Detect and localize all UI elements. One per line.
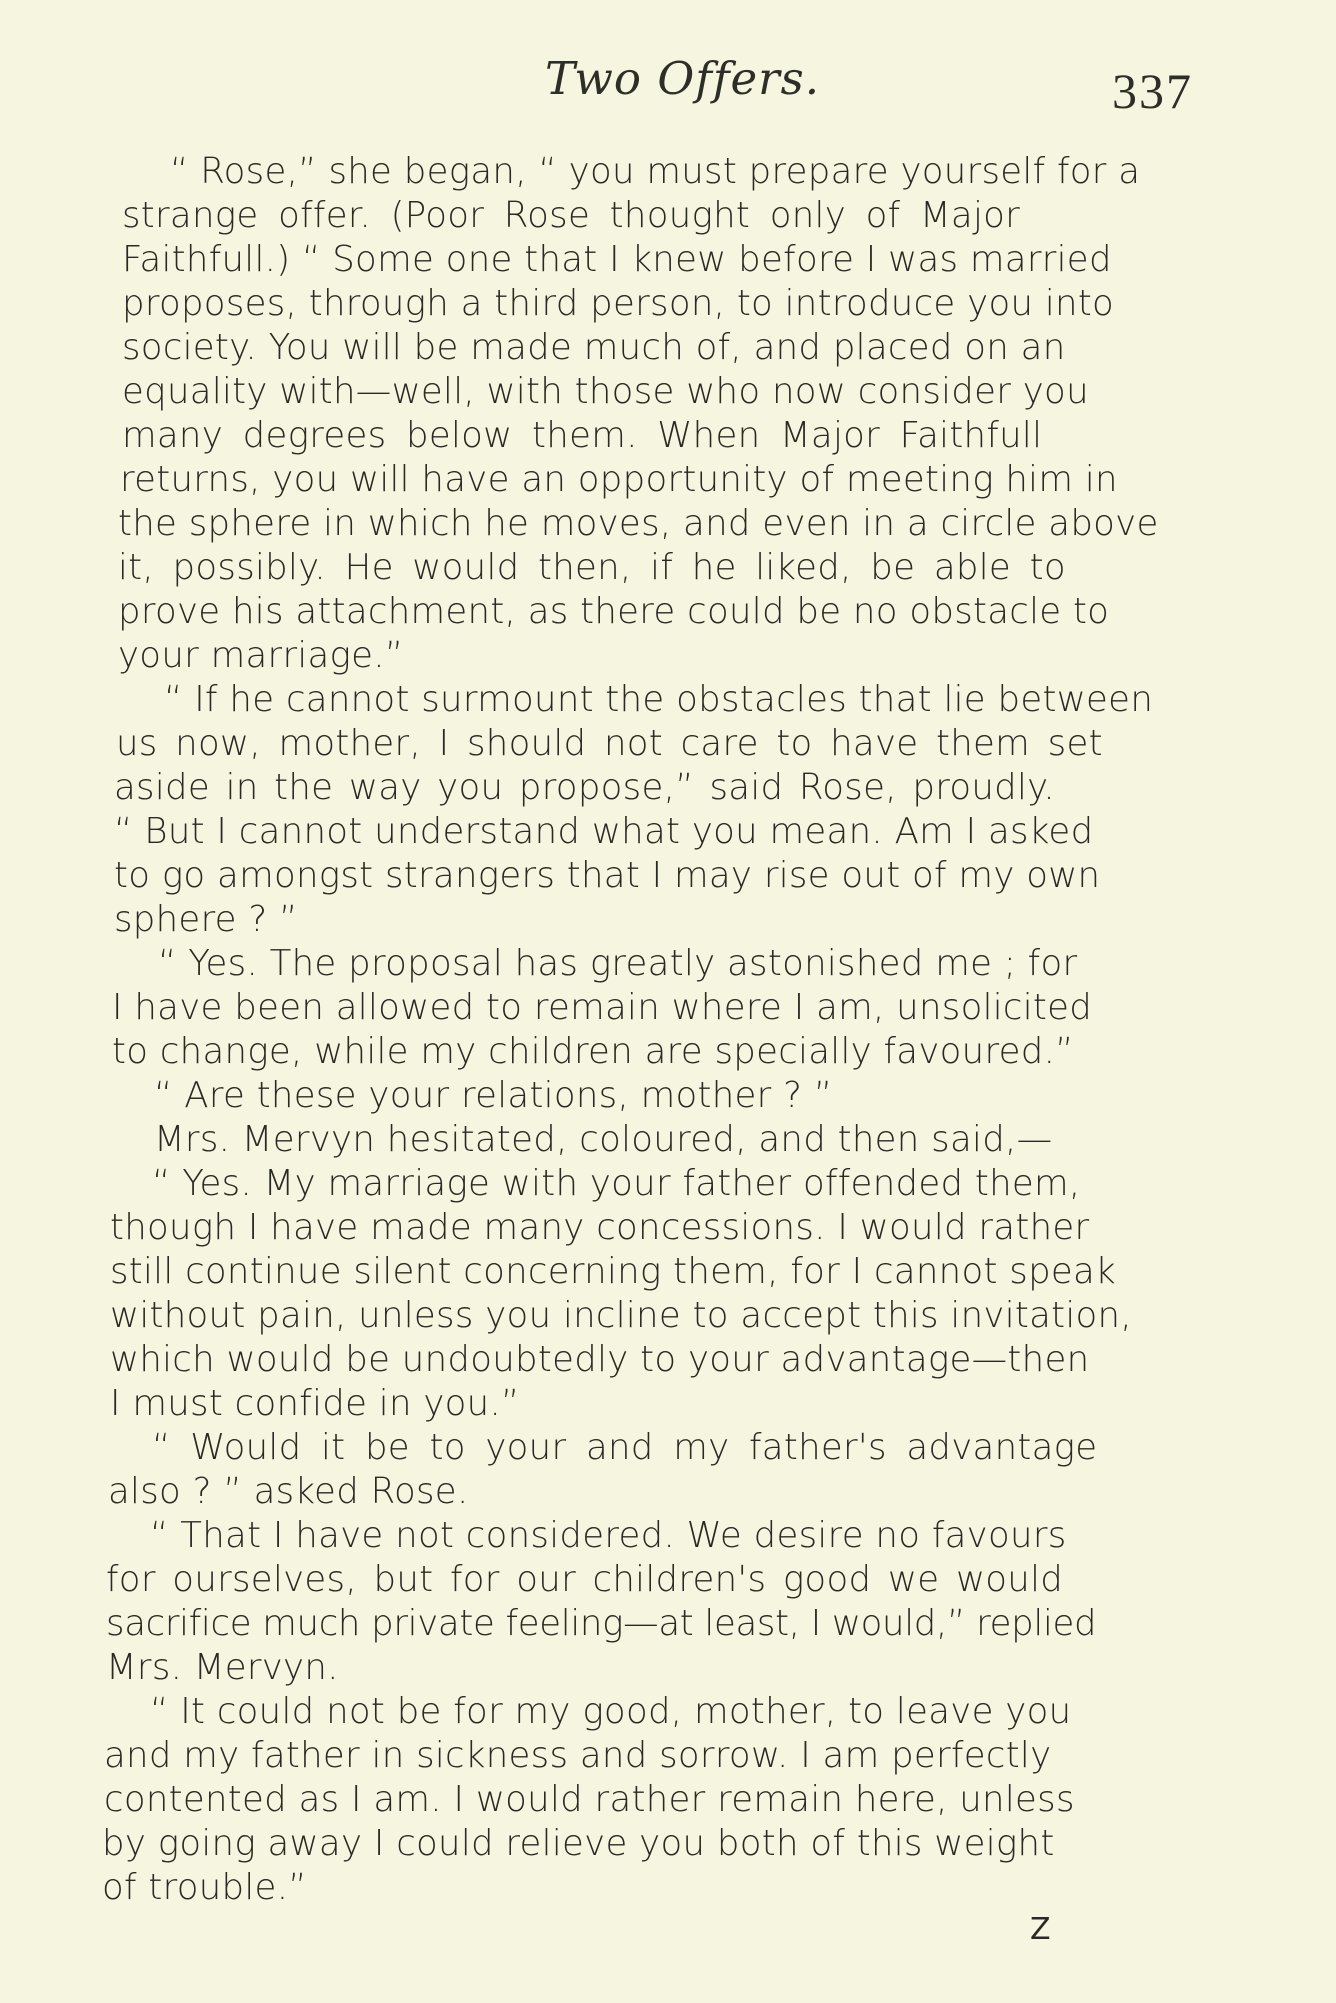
text-line: and my father in sickness and sorrow. I am perfectly	[104, 1735, 1052, 1776]
text-line: sphere ? ”	[114, 899, 298, 940]
text-line: I have been allowed to remain where I am, unsolicited	[112, 987, 1093, 1028]
text-line: Faithfull.) “ Some one that I knew before I was married	[122, 239, 1112, 280]
text-line: Mrs. Mervyn hesitated, coloured, and then said,—	[154, 1119, 1053, 1160]
text-line: your marriage.”	[118, 635, 404, 676]
text-line: of trouble.”	[102, 1867, 307, 1908]
text-line: “ Rose,” she began, “ you must prepare yourself for a	[170, 151, 1141, 192]
text-line: the sphere in which he moves, and even in a circle above	[118, 503, 1159, 544]
page-number: 337	[1112, 63, 1193, 119]
text-line: prove his attachment, as there could be no obstacle to	[118, 591, 1110, 632]
text-line: “ Yes. The proposal has greatly astonished me ; for	[158, 943, 1078, 984]
text-line: Mrs. Mervyn.	[106, 1647, 339, 1688]
text-line: without pain, unless you incline to accept this invitation,	[110, 1295, 1132, 1336]
text-line: for ourselves, but for our children's good we would	[106, 1559, 1064, 1600]
text-line: “ If he cannot surmount the obstacles that lie between	[164, 679, 1154, 720]
text-line: “ Yes. My marriage with your father offended them,	[152, 1163, 1081, 1204]
text-line: aside in the way you propose,” said Rose, proudly.	[114, 767, 1055, 808]
text-line: to change, while my children are specially favoured.”	[112, 1031, 1074, 1072]
running-title: Two Offers.	[545, 52, 821, 105]
text-line: sacrifice much private feeling—at least, I would,” replied	[106, 1603, 1097, 1644]
text-line: also ? ” asked Rose.	[108, 1471, 469, 1512]
text-line: many degrees below them. When Major Faithfull	[122, 415, 1043, 456]
text-line: “ It could not be for my good, mother, to leave you	[150, 1691, 1072, 1732]
text-line: returns, you will have an opportunity of meeting him in	[120, 459, 1118, 500]
text-line: to go amongst strangers that I may rise out of my own	[114, 855, 1101, 896]
text-line: “ Are these your relations, mother ? ”	[154, 1075, 833, 1116]
text-line: equality with—well, with those who now consider you	[122, 371, 1089, 412]
text-line: proposes, through a third person, to introduce you into	[122, 283, 1115, 324]
signature-mark: Z	[1030, 1912, 1051, 1947]
text-line: “ But I cannot understand what you mean. Am I asked	[114, 811, 1094, 852]
text-line: I must confide in you.”	[110, 1383, 520, 1424]
text-line: contented as I am. I would rather remain here, unless	[104, 1779, 1075, 1820]
text-line: it, possibly. He would then, if he liked, be able to	[118, 547, 1066, 588]
text-line: society. You will be made much of, and placed on an	[122, 327, 1066, 368]
text-line: by going away I could relieve you both of this weight	[102, 1823, 1055, 1864]
text-line: still continue silent concerning them, for I cannot speak	[110, 1251, 1116, 1292]
text-line: strange offer. (Poor Rose thought only of Major	[122, 195, 1021, 236]
text-line: us now, mother, I should not care to have them set	[116, 723, 1103, 764]
text-line: “ That I have not considered. We desire no favours	[150, 1515, 1067, 1556]
text-line: which would be undoubtedly to your advantage—then	[110, 1339, 1090, 1380]
text-line: though I have made many concessions. I would rather	[110, 1207, 1090, 1248]
text-line: “ Would it be to your and my father's advantage	[152, 1427, 1098, 1468]
